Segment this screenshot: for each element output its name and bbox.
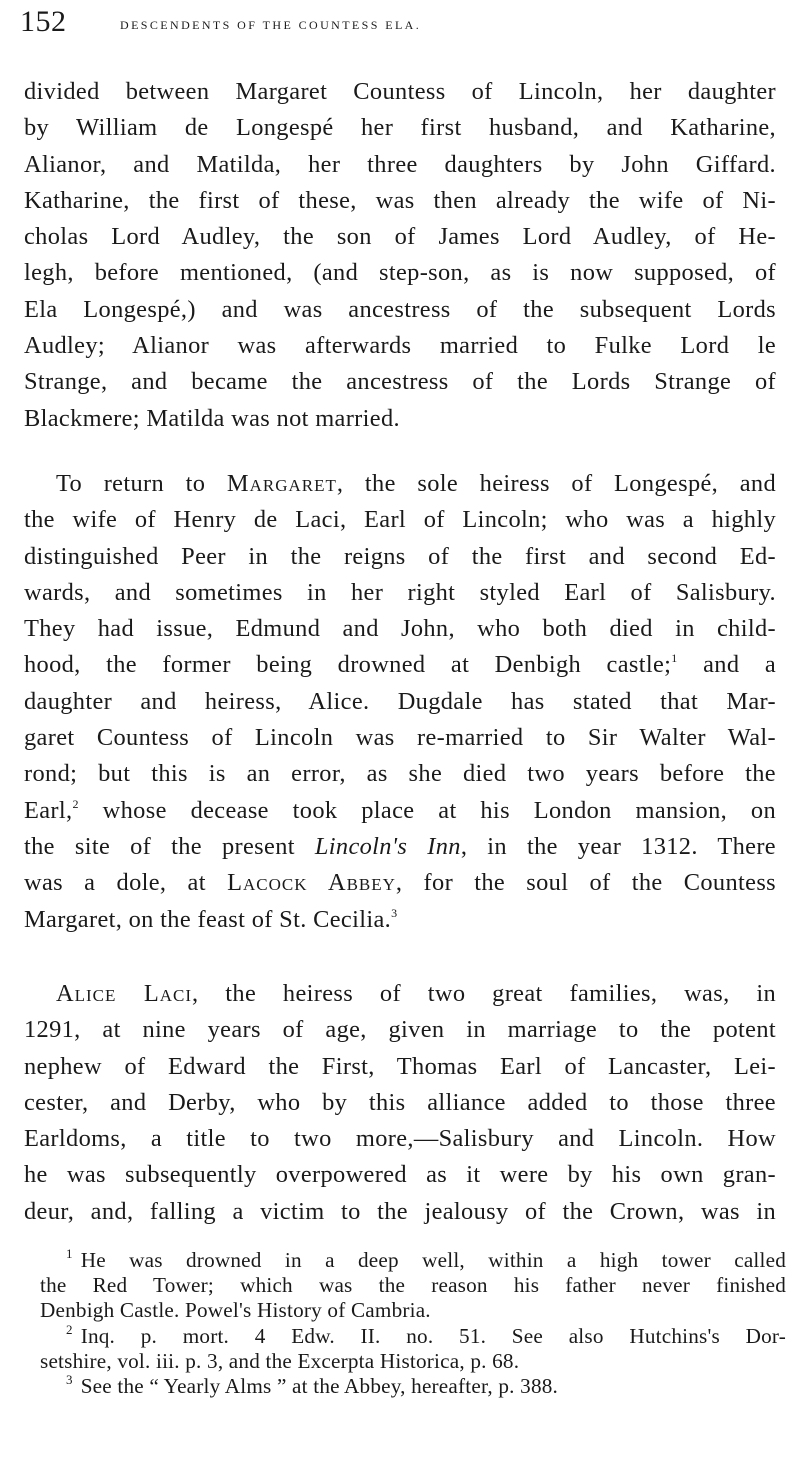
paragraph-2: [24, 466, 776, 938]
paragraph-line: Earldoms, a title to two more,—Salisbury and Lincoln. How: [24, 1125, 776, 1153]
paragraph-line: [24, 976, 776, 1012]
footnote-line: [40, 1248, 786, 1273]
paragraph-line: by William de Longespé her first husband, and Katharine,: [24, 114, 776, 142]
line-text: Margaret, on the feast of St. Cecilia.: [24, 905, 392, 933]
footnote-2: [40, 1321, 786, 1374]
footnote-mark: 3: [66, 1372, 73, 1388]
page-number: 152: [20, 5, 67, 38]
paragraph-line: [24, 466, 776, 502]
paragraph-1: [24, 74, 776, 437]
footnote-mark: 2: [66, 1321, 73, 1337]
line-text: whose decease took place at his London mansion, on: [78, 796, 776, 824]
footnote-reference[interactable]: 1: [671, 651, 678, 666]
paragraph-line: Strange, and became the ancestress of the Lords Strange of: [24, 368, 776, 396]
paragraph-line: deur, and, falling a victim to the jealousy of the Crown, was in: [24, 1197, 776, 1225]
footnote-line: setshire, vol. iii. p. 3, and the Excerpta Historica, p. 68.: [40, 1348, 520, 1373]
footnote-3: [40, 1374, 786, 1399]
paragraph-line: garet Countess of Lincoln was re-married to Sir Walter Wal-: [24, 724, 776, 752]
footnote-line: [40, 1321, 786, 1349]
footnote-reference[interactable]: 2: [72, 796, 79, 811]
footnote-text: Inq. p. mort. 4 Edw. II. no. 51. See also Hutchins's Dor-: [80, 1323, 786, 1348]
paragraph-3: [24, 976, 776, 1230]
paragraph-line: [24, 793, 776, 829]
paragraph-line: he was subsequently overpowered as it were by his own gran-: [24, 1161, 776, 1189]
line-text: Earl,: [24, 796, 73, 824]
paragraph-line: divided between Margaret Countess of Lincoln, her daughter: [24, 78, 776, 105]
italic-place-name: Lincoln's Inn: [314, 832, 461, 860]
footnotes: [40, 1248, 786, 1399]
line-text: the site of the present: [24, 832, 315, 860]
line-text: , the heiress of two great families, was, in: [192, 980, 776, 1007]
paragraph-line: daughter and heiress, Alice. Dugdale has stated that Mar-: [24, 687, 776, 715]
line-text: , the sole heiress of Longespé, and: [336, 470, 776, 497]
paragraph-line: Blackmere; Matilda was not married.: [24, 404, 400, 432]
paragraph-line: [24, 647, 776, 683]
paragraph-line: Ela Longespé,) and was ancestress of the subsequent Lords: [24, 295, 776, 323]
name-small-caps: Alice Laci: [56, 980, 193, 1007]
footnote-line: Denbigh Castle. Powel's History of Cambria.: [40, 1298, 431, 1323]
footnote-mark: 1: [66, 1246, 73, 1261]
place-small-caps: Lacock Abbey: [227, 869, 396, 897]
paragraph-line: wards, and sometimes in her right styled Earl of Salisbury.: [24, 578, 776, 606]
footnote-reference[interactable]: 3: [391, 905, 398, 920]
line-text: To return to: [56, 470, 227, 497]
line-text: and a: [677, 651, 776, 679]
footnote-line: [40, 1374, 786, 1399]
paragraph-line: [24, 902, 776, 938]
paragraph-line: [24, 865, 776, 901]
footnote-text: He was drowned in a deep well, within a high tower called: [80, 1248, 786, 1272]
paragraph-line: They had issue, Edmund and John, who both died in child-: [24, 615, 776, 643]
paragraph-line: cester, and Derby, who by this alliance added to those three: [24, 1088, 776, 1116]
page-header: [20, 2, 780, 46]
paragraph-line: 1291, at nine years of age, given in marriage to the potent: [24, 1016, 776, 1044]
paragraph-line: cholas Lord Audley, the son of James Lord Audley, of He-: [24, 223, 776, 251]
paragraph-line: rond; but this is an error, as she died two years before the: [24, 760, 776, 788]
paragraph-line: the wife of Henry de Laci, Earl of Lincoln; who was a highly: [24, 506, 776, 534]
line-text: hood, the former being drowned at Denbigh castle;: [24, 651, 672, 679]
paragraph-line: Audley; Alianor was afterwards married to Fulke Lord le: [24, 332, 776, 360]
paragraph-line: [24, 829, 776, 865]
footnote-text: See the “ Yearly Alms ” at the Abbey, hereafter, p. 388.: [80, 1374, 559, 1399]
line-text: , in the year 1312. There: [460, 832, 776, 860]
line-text: was a dole, at: [24, 869, 228, 897]
paragraph-line: Katharine, the first of these, was then already the wife of Ni-: [24, 186, 776, 214]
line-text: , for the soul of the Countess: [395, 869, 776, 897]
paragraph-line: distinguished Peer in the reigns of the first and second Ed-: [24, 542, 776, 570]
footnote-1: [40, 1248, 786, 1324]
running-head: descendents of the countess ela.: [120, 14, 422, 33]
name-small-caps: Margaret: [226, 470, 337, 497]
paragraph-line: nephew of Edward the First, Thomas Earl of Lancaster, Lei-: [24, 1052, 776, 1080]
footnote-line: the Red Tower; which was the reason his father never finished: [40, 1273, 786, 1298]
paragraph-line: legh, before mentioned, (and step-son, as is now supposed, of: [24, 259, 776, 287]
paragraph-line: Alianor, and Matilda, her three daughters by John Giffard.: [24, 150, 776, 178]
